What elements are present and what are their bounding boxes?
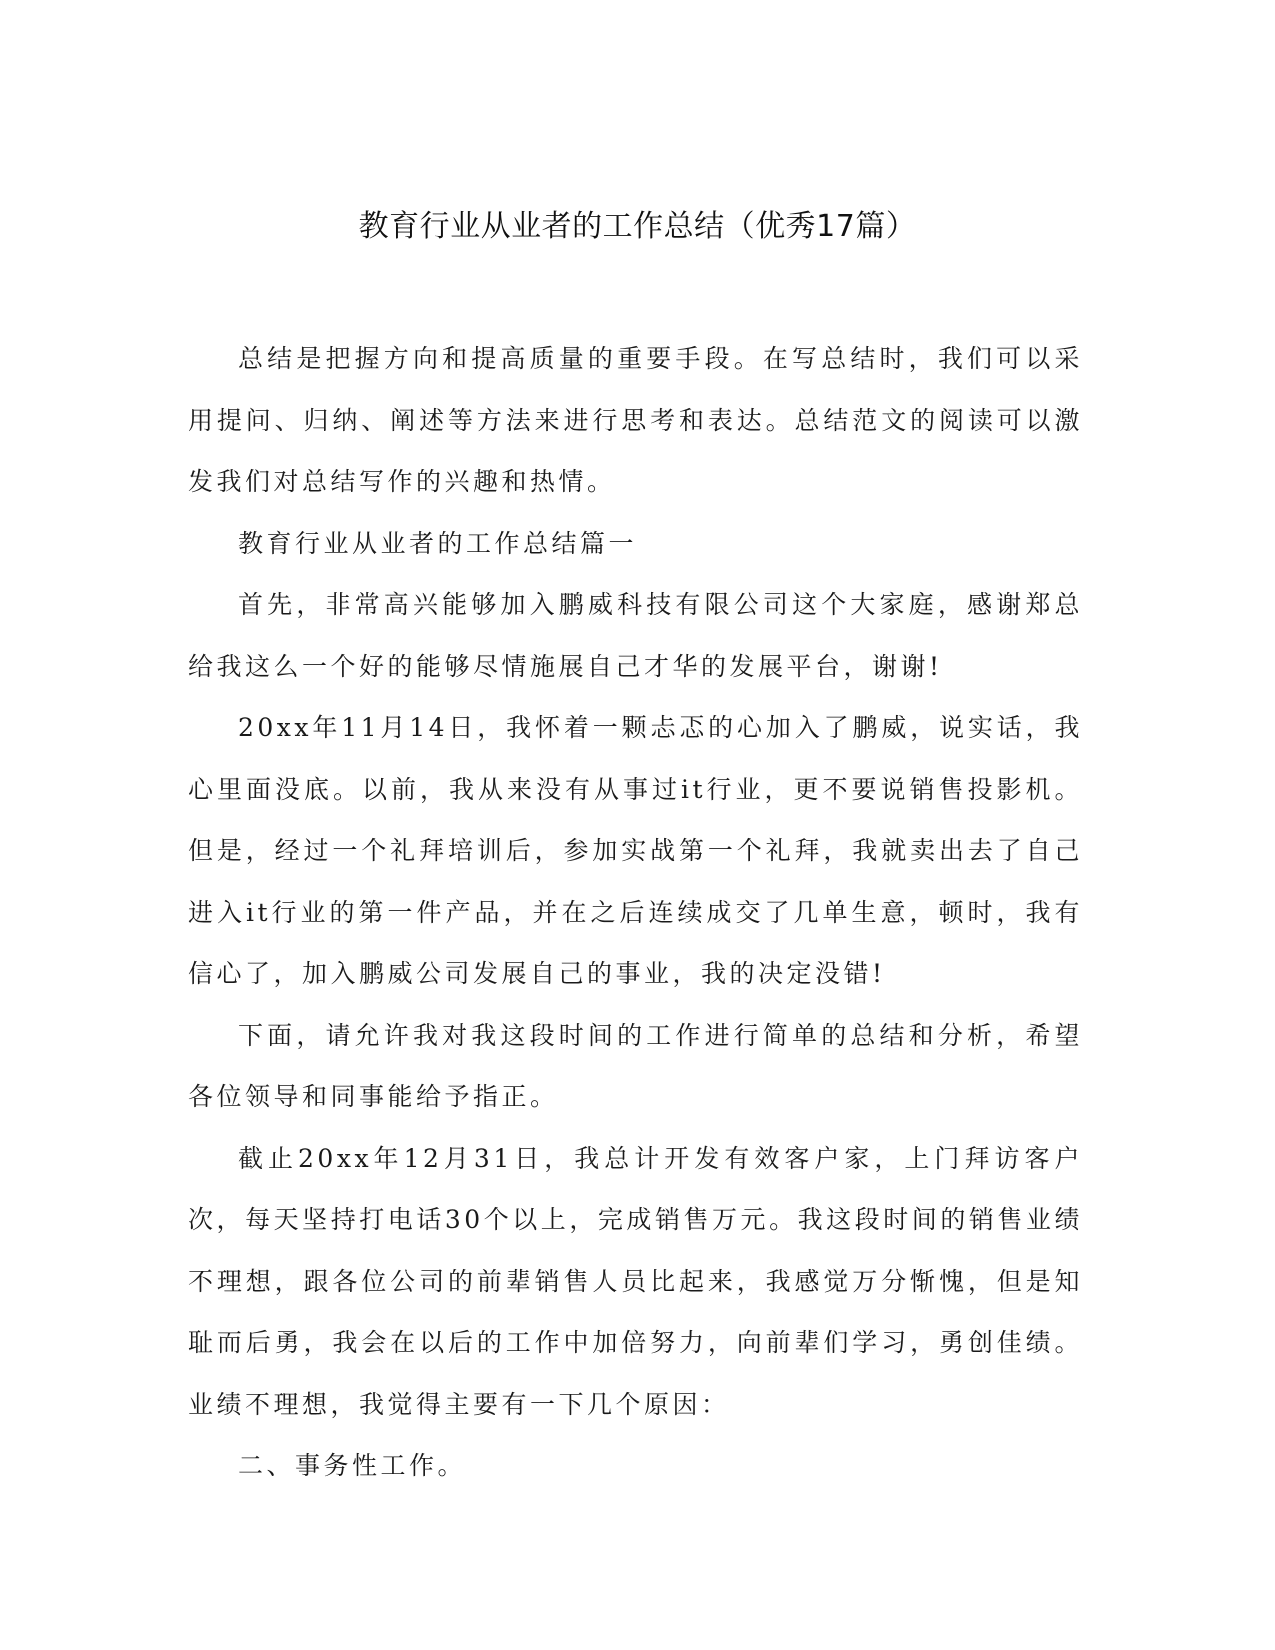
paragraph-request: 下面，请允许我对我这段时间的工作进行简单的总结和分析，希望各位领导和同事能给予指正。 — [188, 1020, 1083, 1111]
section-heading-affairs: 二、事务性工作。 — [238, 1451, 467, 1480]
document-title: 教育行业从业者的工作总结（优秀17篇） — [358, 209, 917, 244]
document-body — [188, 328, 1083, 1497]
paragraph-thanks: 首先，非常高兴能够加入鹏威科技有限公司这个大家庭，感谢郑总给我这么一个好的能够尽情施展自己才华的发展平台，谢谢! — [188, 590, 1083, 681]
paragraph-joining: 20xx年11月14日，我怀着一颗忐忑的心加入了鹏威，说实话，我心里面没底。以前，我从来没有从事过it行业，更不要说销售投影机。但是，经过一个礼拜培训后，参加实战第一个礼拜，我就卖出去了自己进入it行业的第一件产品，并在之后连续成交了几单生意，顿时，我有信心了，加入鹏威公司发展自己的事业，我的决定没错! — [188, 713, 1083, 988]
paragraph-performance: 截止20xx年12月31日，我总计开发有效客户家，上门拜访客户次，每天坚持打电话30个以上，完成销售万元。我这段时间的销售业绩不理想，跟各位公司的前辈销售人员比起来，我感觉万分惭愧，但是知耻而后勇，我会在以后的工作中加倍努力，向前辈们学习，勇创佳绩。业绩不理想，我觉得主要有一下几个原因： — [188, 1143, 1083, 1419]
paragraph-intro: 总结是把握方向和提高质量的重要手段。在写总结时，我们可以采用提问、归纳、阐述等方法来进行思考和表达。总结范文的阅读可以激发我们对总结写作的兴趣和热情。 — [188, 344, 1083, 496]
section-heading-part-one: 教育行业从业者的工作总结篇一 — [238, 528, 638, 558]
